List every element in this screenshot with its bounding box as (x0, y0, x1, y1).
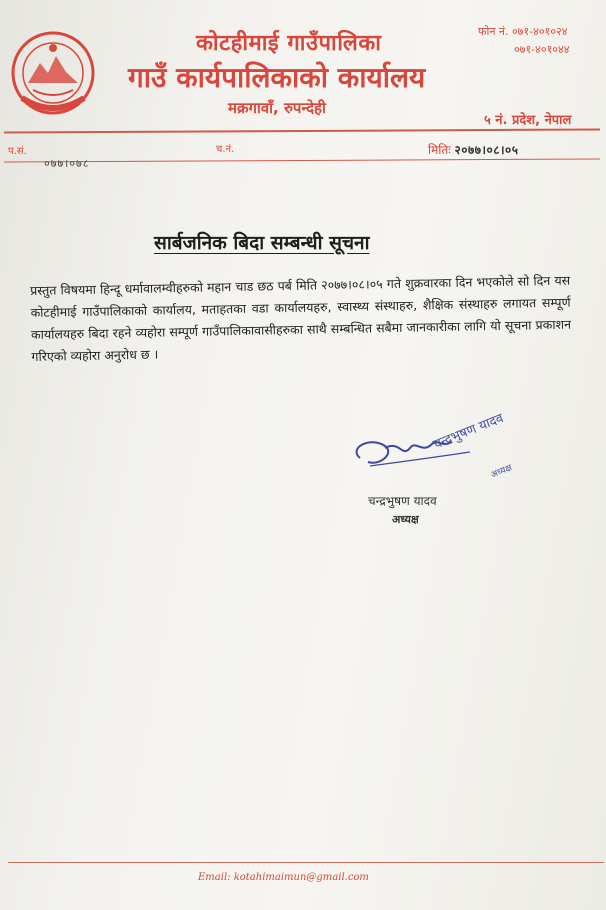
province-label: ५ नं. प्रदेश, नेपाल (484, 113, 572, 128)
handwritten-signature-icon (340, 418, 540, 498)
patra-sankhya-value: ०७७।०७८ (44, 157, 90, 170)
office-name: गाउँ कार्यपालिकाको कार्यालय (128, 61, 426, 94)
signatory-role: अध्यक्ष (392, 513, 419, 526)
signatory-name: चन्द्रभुषण यादव (368, 494, 437, 508)
stamp-name: चन्द्रभुषण यादव (431, 410, 506, 453)
stamp-role: अध्यक्ष (489, 463, 514, 481)
date-label: मितिः (428, 143, 451, 157)
phone-number-1: ०७१-४०१०२४ (512, 25, 568, 38)
notice-body: प्रस्तुत विषयमा हिन्दू धर्मावालम्वीहरुको महान चाड छठ पर्ब मिति २०७७।०८।०५ गते शुक्रवारका दिन भएकोले सो दिन यस कोटहीमाई गाउँपालिकाको कार्यालय, मताहतका वडा कार्यालयहरु, स्वास्थ्य संस्थाहरु, शैक्षिक संस्थाहरु लगायत सम्पूर्ण कार्यालयहरु बिदा रहने व्यहोरा सम्पूर्ण गाउँपालिकावासीहरुका साथै सम्बन्धित सबैमा जानकारीका लागि यो सूचना प्रकाशन गरिएको व्यहोरा अनुरोध छ । (30, 272, 572, 364)
phone-number-2: ०७१-४०१०४४ (514, 43, 570, 56)
ref-divider (4, 158, 600, 162)
municipality-name: कोटहीमाई गाउँपालिका (196, 31, 382, 56)
phone-label: फोन नं. (478, 25, 509, 38)
chalani-label: च.नं. (216, 144, 235, 155)
footer-divider (8, 862, 604, 863)
nepal-government-emblem-icon (8, 28, 98, 118)
letter-date (428, 141, 519, 158)
patra-sankhya-label: प.सं. (8, 146, 27, 157)
office-address: मक्रगावाँ, रुपन्देही (228, 99, 326, 117)
header-divider (4, 128, 600, 133)
footer-email: Email: kotahimaimun@gmail.com (198, 872, 369, 883)
date-value: २०७७।०८।०५ (454, 143, 519, 157)
notice-title: सार्बजनिक बिदा सम्बन्धी सूचना (154, 232, 370, 254)
phone-line-1 (478, 24, 568, 39)
